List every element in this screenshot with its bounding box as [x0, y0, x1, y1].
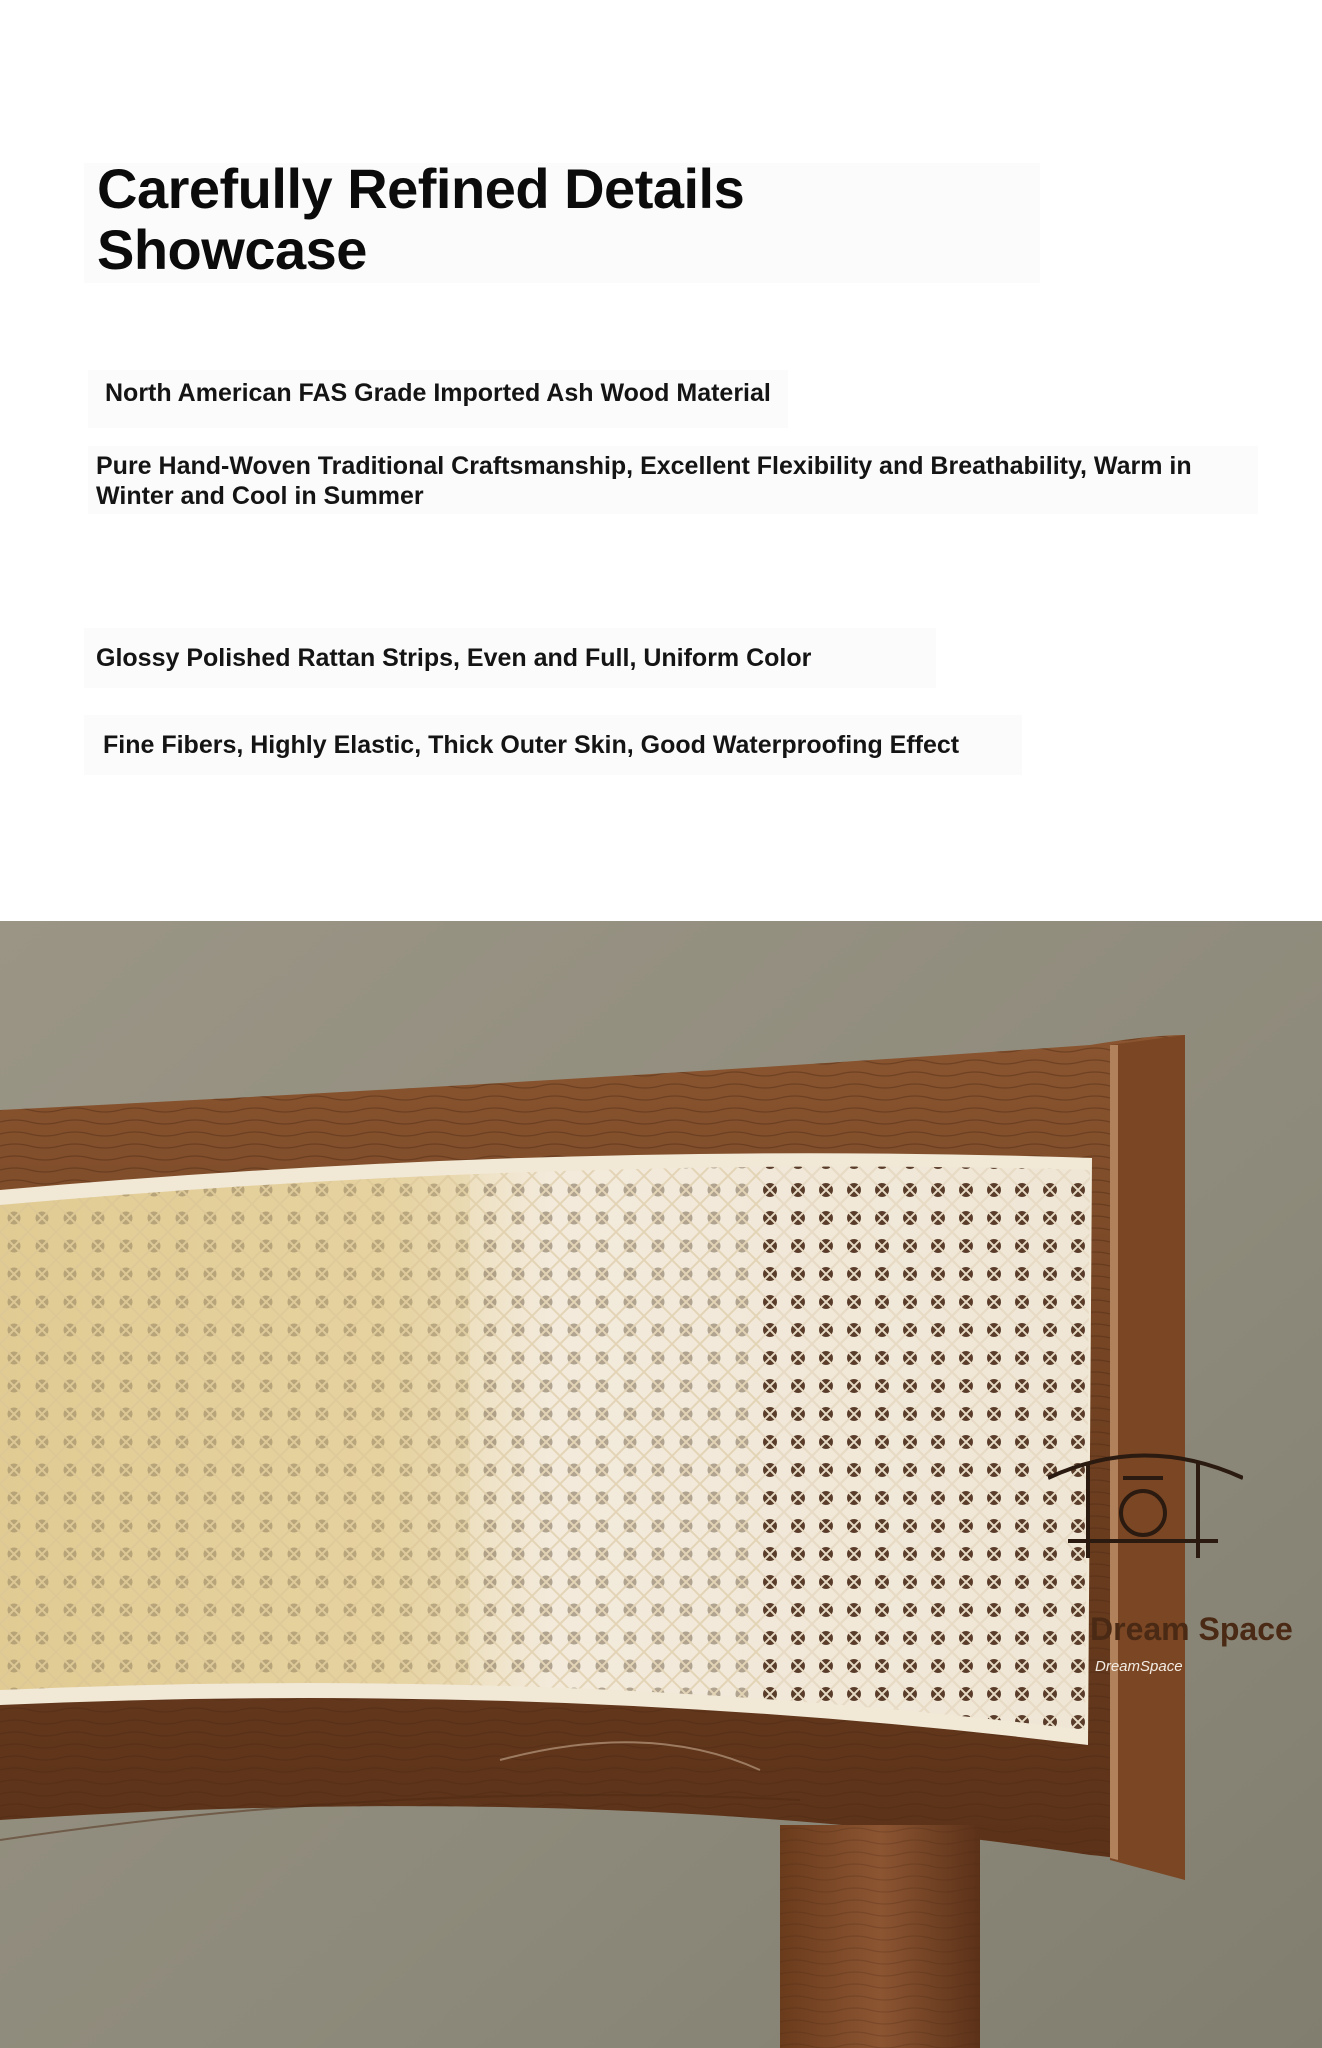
chair-detail-photo [0, 921, 1322, 2048]
page-title [97, 158, 744, 280]
title-line-2: Showcase [97, 218, 367, 281]
house-logo-icon [1048, 1443, 1243, 1573]
feature-hand-woven: Pure Hand-Woven Traditional Craftsmanship, Excellent Flexibility and Breathability, Warm in Winter and Cool in Summer [96, 452, 1192, 510]
feature-wood-material: North American FAS Grade Imported Ash Wood Material [105, 379, 771, 407]
title-line-1: Carefully Refined Details [97, 157, 745, 220]
feature-fine-fibers: Fine Fibers, Highly Elastic, Thick Outer Skin, Good Waterproofing Effect [103, 731, 960, 759]
watermark-sub: DreamSpace [1095, 1658, 1183, 1675]
watermark-brand: Dream Space [1090, 1611, 1293, 1647]
feature-rattan-strips: Glossy Polished Rattan Strips, Even and Full, Uniform Color [96, 644, 812, 672]
